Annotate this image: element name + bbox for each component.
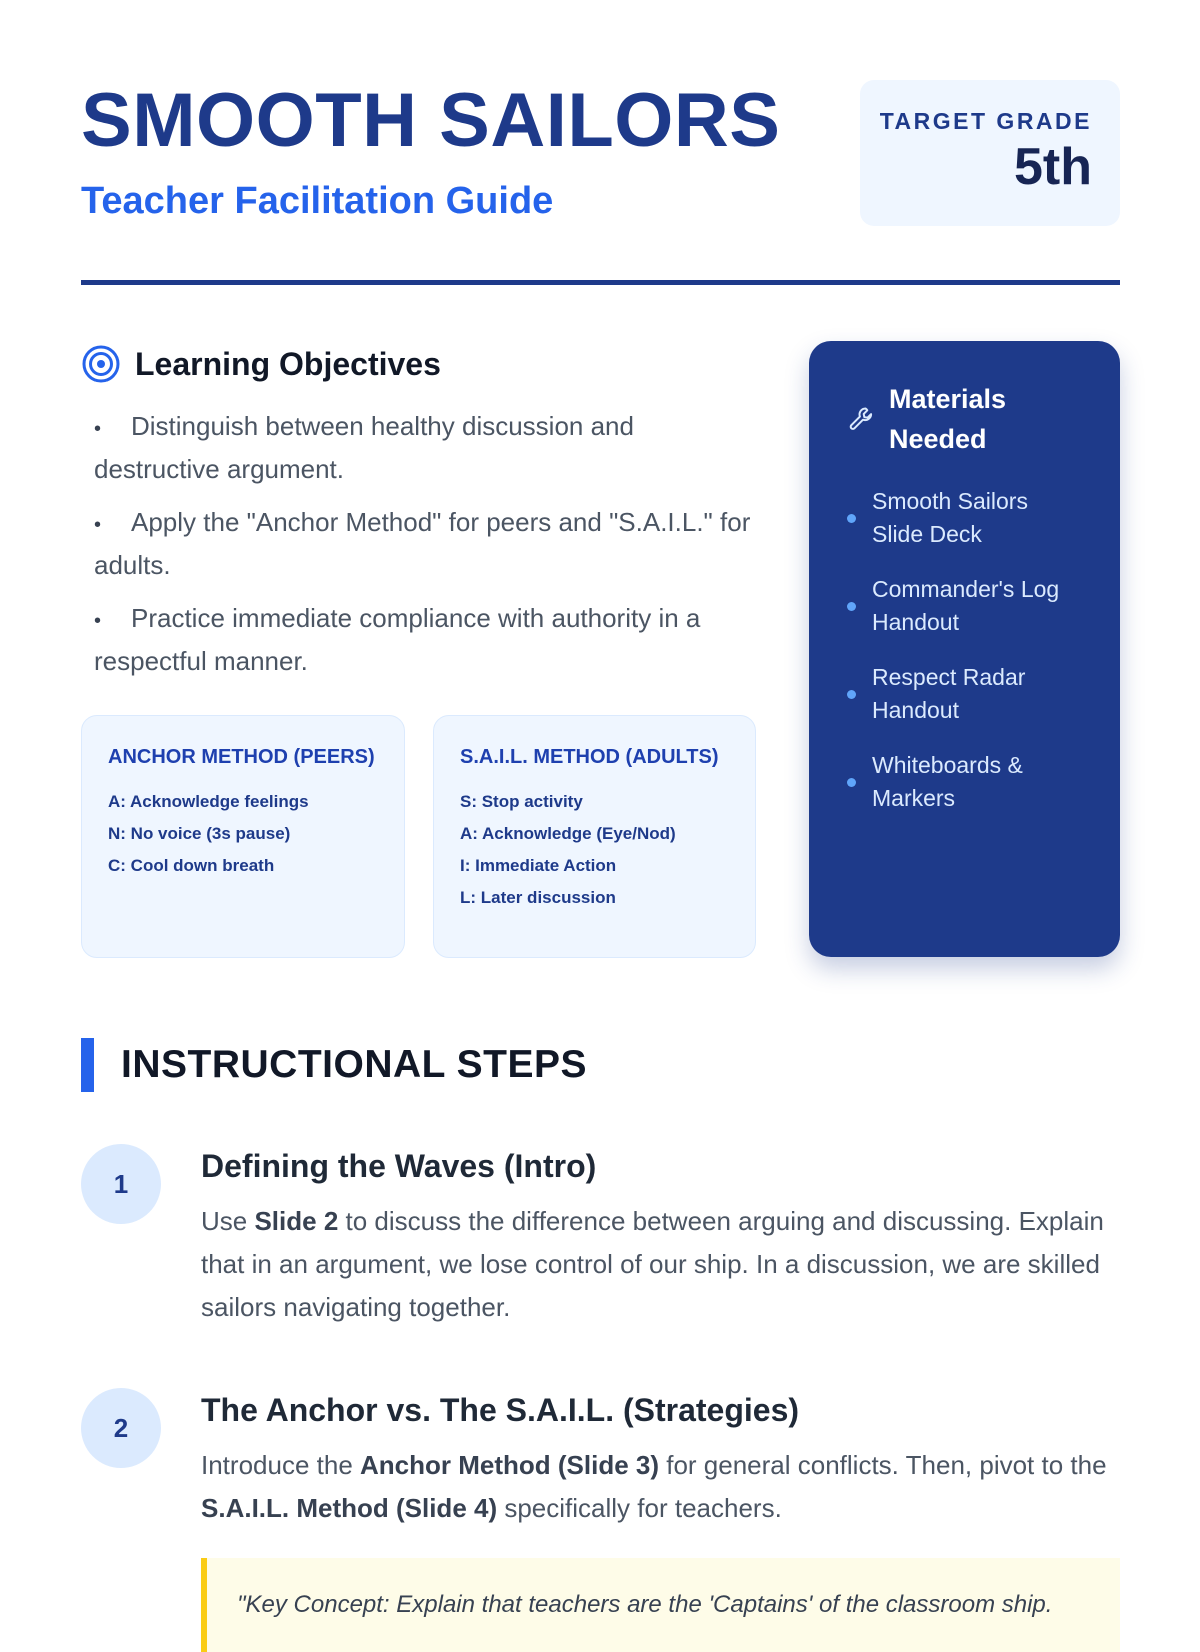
anchor-method-line: N: No voice (3s pause)	[108, 824, 291, 843]
objectives-title: Learning Objectives	[135, 345, 441, 382]
bullet-dot	[847, 778, 856, 787]
materials-title: Materials Needed	[889, 384, 1007, 454]
steps-accent-bar	[81, 1038, 94, 1092]
anchor-method-line: A: Acknowledge feelings	[108, 792, 309, 811]
sail-method-title: S.A.I.L. METHOD (ADULTS)	[460, 746, 719, 768]
objective-item: • Distinguish between healthy discussion and destructive argument.	[94, 411, 634, 484]
objective-item: • Apply the "Anchor Method" for peers and "S.A.I.L." for adults.	[94, 507, 751, 580]
anchor-method-line: C: Cool down breath	[108, 856, 275, 875]
bullet-dot	[847, 514, 856, 523]
method-cards	[81, 715, 756, 958]
grade-value: 5th	[1014, 138, 1092, 196]
materials-panel	[809, 341, 1120, 957]
page-subtitle: Teacher Facilitation Guide	[81, 180, 554, 222]
material-item: Smooth Sailors Slide Deck	[847, 485, 1082, 551]
step-body	[201, 1388, 1120, 1652]
sail-method-line: A: Acknowledge (Eye/Nod)	[460, 824, 676, 843]
anchor-method-title: ANCHOR METHOD (PEERS)	[108, 746, 375, 768]
anchor-method-card	[81, 715, 405, 958]
wrench-icon	[847, 405, 875, 433]
material-item: Commander's Log Handout	[847, 573, 1082, 639]
objectives-list	[81, 406, 751, 681]
step-number: 1	[81, 1144, 161, 1224]
materials-list	[847, 485, 1082, 815]
materials-heading	[847, 379, 1082, 459]
material-item: Respect Radar Handout	[847, 661, 1082, 727]
bullet-dot	[847, 602, 856, 611]
target-icon	[81, 344, 121, 384]
facilitation-guide-page	[81, 0, 1120, 1618]
key-concept-callout: "Key Concept: Explain that teachers are the 'Captains' of the classroom ship.	[201, 1558, 1120, 1652]
learning-objectives	[81, 340, 751, 694]
sail-method-line: S: Stop activity	[460, 792, 583, 811]
header	[81, 80, 1120, 240]
step-text: Introduce the Anchor Method (Slide 3) for general conflicts. Then, pivot to the S.A.I.L. Method (Slide 4) specifically for teachers.	[201, 1450, 1107, 1523]
sail-method-line: I: Immediate Action	[460, 856, 617, 875]
target-grade-badge	[860, 80, 1120, 226]
step-title: The Anchor vs. The S.A.I.L. (Strategies)	[201, 1392, 800, 1428]
sail-method-card	[433, 715, 756, 958]
page-title: SMOOTH SAILORS	[81, 78, 781, 163]
grade-label: TARGET GRADE	[879, 108, 1092, 134]
steps-heading	[81, 1038, 587, 1092]
step-number: 2	[81, 1388, 161, 1468]
header-divider	[81, 280, 1120, 285]
step-body	[201, 1144, 1120, 1329]
step-text: Use Slide 2 to discuss the difference between arguing and discussing. Explain that in an argument, we lose control of our ship. In a discussion, we are skilled sailors navigating together.	[201, 1206, 1104, 1322]
bullet-dot	[847, 690, 856, 699]
objectives-heading	[81, 340, 751, 388]
steps-title: INSTRUCTIONAL STEPS	[121, 1043, 587, 1086]
objective-item: • Practice immediate compliance with authority in a respectful manner.	[94, 603, 701, 676]
step-title: Defining the Waves (Intro)	[201, 1148, 597, 1184]
material-item: Whiteboards & Markers	[847, 749, 1082, 815]
sail-method-line: L: Later discussion	[460, 888, 616, 907]
